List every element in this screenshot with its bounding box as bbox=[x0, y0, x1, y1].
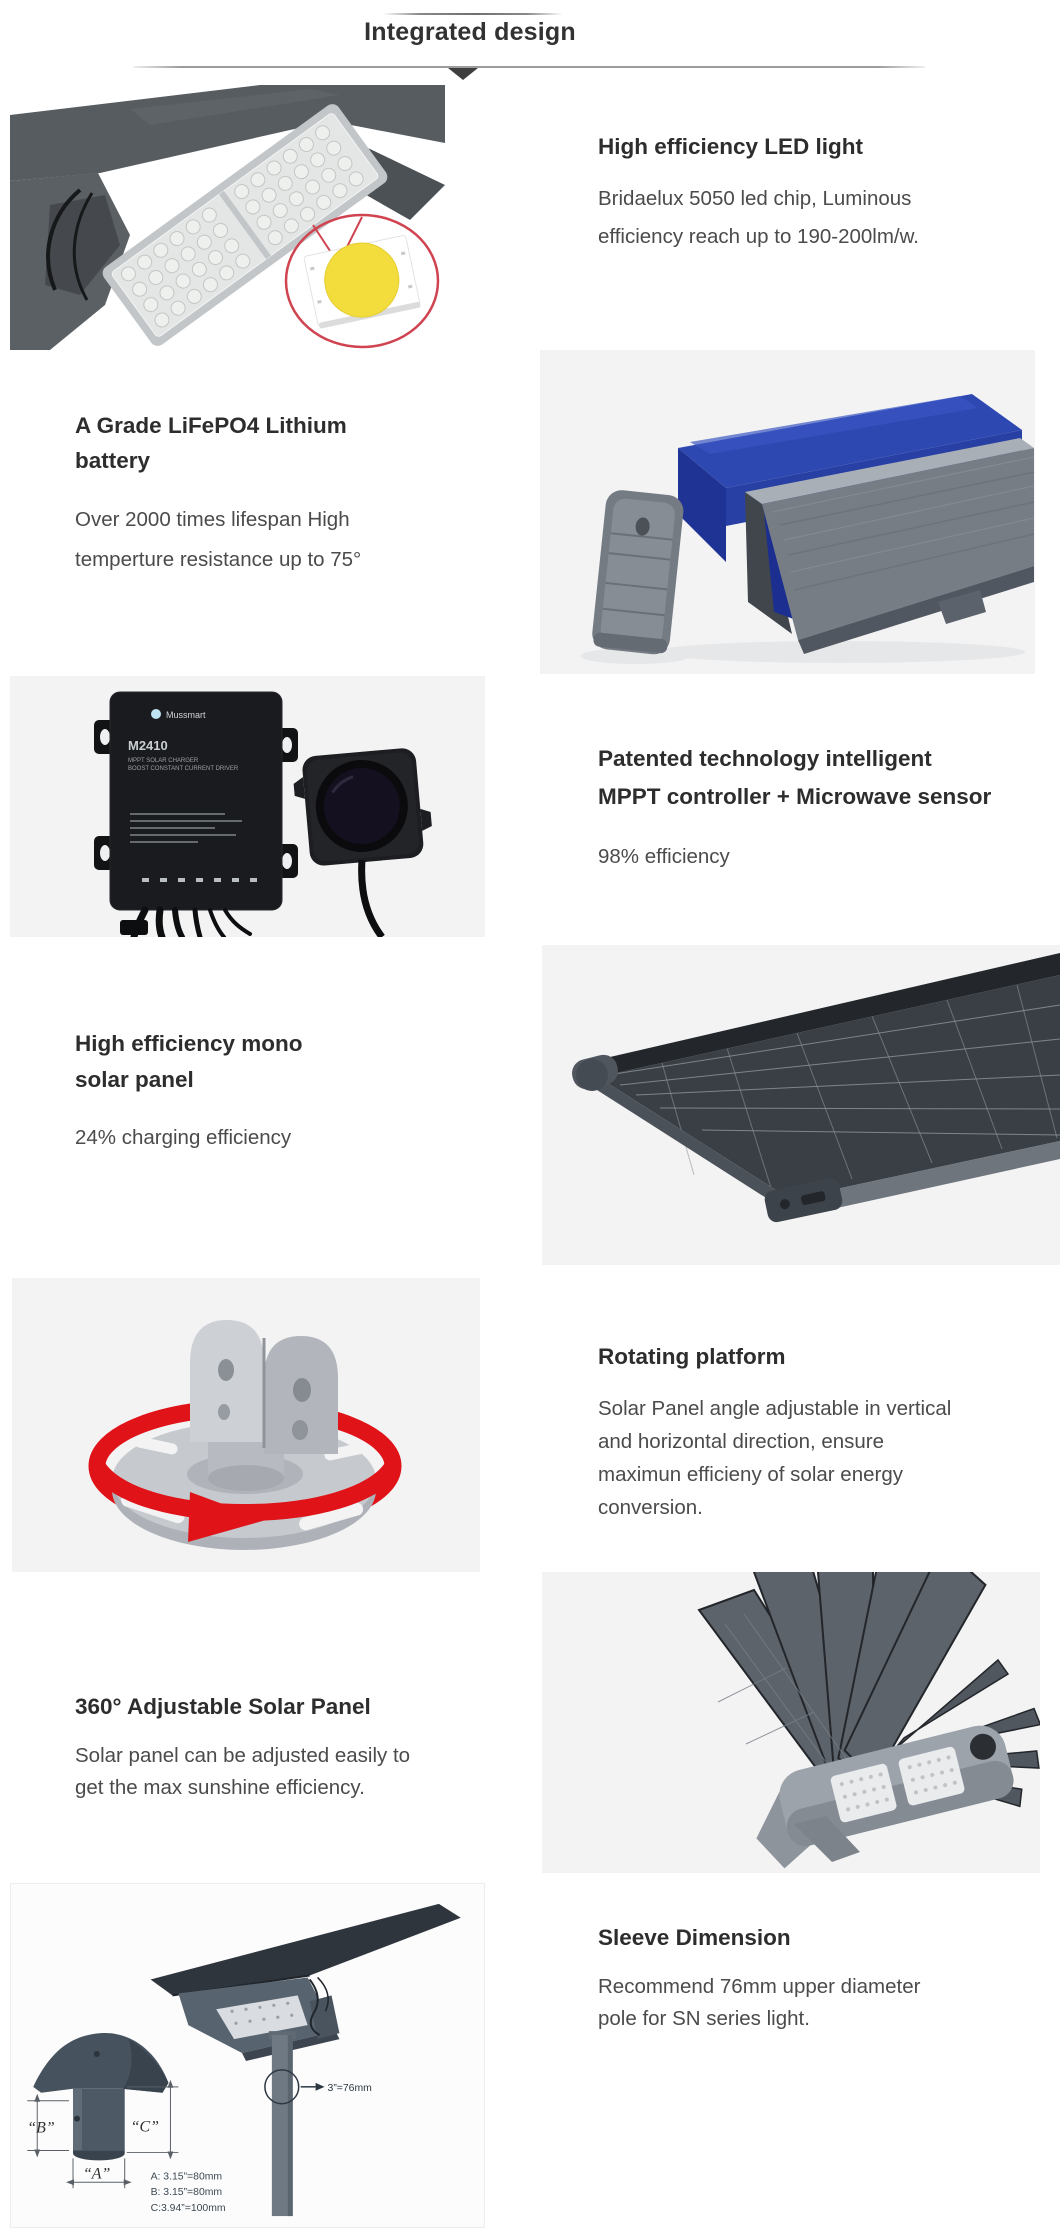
chip-callout bbox=[286, 215, 438, 347]
solar-panel-illustration bbox=[542, 945, 1060, 1265]
feature-block-mono-panel bbox=[75, 1026, 303, 1156]
solar-panel-photo bbox=[542, 945, 1060, 1265]
pole-diameter-callout: 3”=76mm bbox=[327, 2082, 372, 2094]
controller-subtitle-1: MPPT SOLAR CHARGER bbox=[128, 758, 199, 764]
header-arrow-marker bbox=[448, 68, 478, 80]
feature-description: Recommend 76mm upper diameter pole for SN series light. bbox=[598, 1975, 921, 2030]
feature-heading: A Grade LiFePO4 Lithium battery bbox=[75, 413, 347, 473]
callout-arrow-icon bbox=[316, 2083, 325, 2091]
dimension-label-c: “C” bbox=[130, 2118, 159, 2136]
battery-illustration bbox=[540, 350, 1035, 674]
feature-block-mppt bbox=[598, 740, 991, 874]
sleeve-render bbox=[33, 2033, 168, 2160]
feature-description: 24% charging efficiency bbox=[75, 1126, 292, 1149]
led-light-photo bbox=[10, 85, 445, 350]
dimension-label-a: “A” bbox=[82, 2165, 111, 2183]
lithium-battery-photo bbox=[540, 350, 1035, 674]
controller-subtitle-2: BOOST CONSTANT CURRENT DRIVER bbox=[128, 766, 239, 772]
led-light-illustration bbox=[10, 85, 445, 350]
feature-description: Solar Panel angle adjustable in vertical and horizontal direction, ensure maximun efficieny of solar energy conversion. bbox=[598, 1397, 952, 1519]
feature-heading: Rotating platform bbox=[598, 1344, 786, 1369]
feature-heading: Patented technology intelligent MPPT controller + Microwave sensor bbox=[598, 746, 992, 809]
feature-block-adjustable bbox=[75, 1690, 410, 1804]
feature-heading: High efficiency mono solar panel bbox=[75, 1031, 303, 1092]
controller-wires bbox=[134, 910, 250, 937]
controller-illustration bbox=[10, 676, 485, 937]
dimension-drawing bbox=[11, 1884, 484, 2227]
page-title: Integrated design bbox=[364, 18, 576, 46]
feature-heading: High efficiency LED light bbox=[598, 134, 864, 159]
legend-line-c: C:3.94”=100mm bbox=[150, 2203, 226, 2215]
feature-heading: Sleeve Dimension bbox=[598, 1925, 791, 1950]
microwave-sensor bbox=[291, 746, 434, 867]
feature-block-sleeve bbox=[598, 1921, 920, 2035]
feature-block-rotating bbox=[598, 1340, 951, 1524]
street-light-render bbox=[151, 1904, 461, 2216]
rotating-platform-illustration bbox=[12, 1278, 480, 1572]
adjustable-panel-illustration bbox=[542, 1572, 1040, 1873]
dimension-legend bbox=[151, 2171, 226, 2214]
feature-description: Bridaelux 5050 led chip, Luminous efficiency reach up to 190-200lm/w. bbox=[598, 187, 919, 248]
feature-heading: 360° Adjustable Solar Panel bbox=[75, 1694, 371, 1719]
header-divider-line bbox=[133, 66, 925, 68]
mppt-controller-photo bbox=[10, 676, 485, 937]
controller-model: M2410 bbox=[128, 738, 168, 753]
rotating-platform-photo bbox=[12, 1278, 480, 1572]
dimension-label-b: “B” bbox=[27, 2119, 55, 2137]
controller-brand: Mussmart bbox=[166, 710, 206, 720]
feature-description: Over 2000 times lifespan High temperture resistance up to 75° bbox=[75, 508, 362, 571]
header-accent-line bbox=[383, 13, 563, 15]
feature-description: 98% efficiency bbox=[598, 845, 730, 868]
legend-line-b: B: 3.15”=80mm bbox=[150, 2187, 223, 2199]
feature-description: Solar panel can be adjusted easily to get the max sunshine efficiency. bbox=[75, 1744, 411, 1799]
controller-logo-icon bbox=[151, 709, 161, 719]
battery-end-cap bbox=[591, 489, 685, 656]
yoke-bracket bbox=[190, 1320, 338, 1454]
feature-block-led bbox=[598, 130, 919, 256]
feature-block-battery bbox=[75, 408, 361, 580]
sleeve-dimension-photo bbox=[10, 1883, 485, 2228]
legend-line-a: A: 3.15”=80mm bbox=[150, 2171, 223, 2183]
adjustable-panel-photo bbox=[542, 1572, 1040, 1873]
